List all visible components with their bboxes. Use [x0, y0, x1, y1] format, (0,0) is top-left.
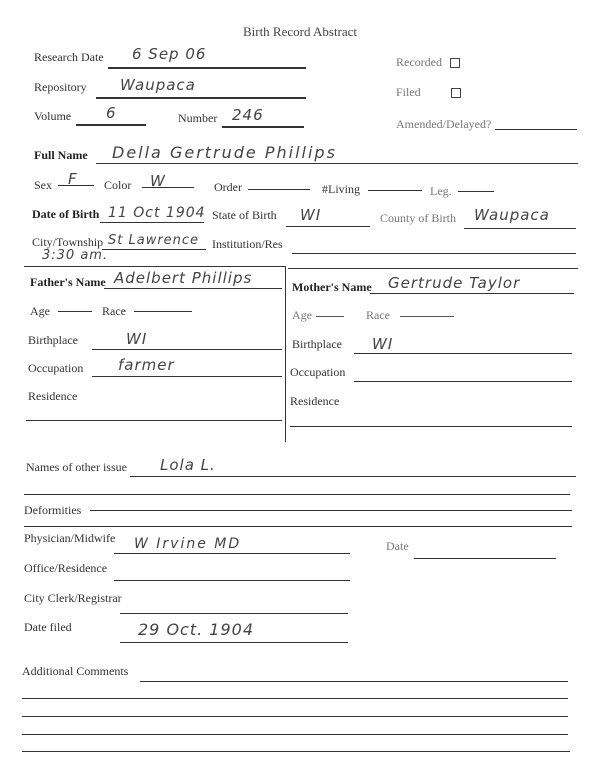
repository-value[interactable]: Waupaca [120, 76, 196, 94]
other-issue-line [130, 476, 576, 477]
father-name-line [104, 288, 282, 289]
color-label: Color [104, 178, 132, 192]
deformities-line-2 [24, 526, 572, 527]
color-value[interactable]: W [150, 172, 166, 190]
mother-name-label: Mother's Name [292, 280, 372, 294]
filed-checkbox[interactable] [451, 88, 461, 98]
father-race-label: Race [102, 304, 126, 318]
leg-label: Leg. [430, 184, 452, 198]
number-label: Number [178, 111, 218, 125]
mother-birthplace-line [354, 353, 572, 354]
repository-line [96, 97, 306, 99]
date-filed-line [120, 642, 348, 643]
date-line [414, 558, 556, 559]
sex-label: Sex [34, 178, 52, 192]
research-date-label: Research Date [34, 50, 104, 64]
date-of-birth-value[interactable]: 11 Oct 1904 [108, 205, 206, 221]
mother-occupation-label: Occupation [290, 365, 346, 379]
recorded-label: Recorded [396, 55, 460, 70]
state-of-birth-label: State of Birth [212, 208, 277, 222]
form-title: Birth Record Abstract [242, 24, 358, 39]
birth-time-value[interactable]: 3:30 am. [42, 248, 109, 263]
volume-line [76, 124, 146, 126]
mother-birthplace-label: Birthplace [292, 337, 342, 351]
color-line [142, 187, 194, 188]
order-label: Order [214, 180, 242, 194]
mother-name-value[interactable]: Gertrude Taylor [388, 274, 521, 292]
comments-line-3 [22, 716, 568, 717]
parents-top-line-right [288, 268, 578, 269]
mother-age-label: Age [292, 308, 312, 322]
state-of-birth-value[interactable]: WI [300, 206, 322, 224]
physician-value[interactable]: W Irvine MD [134, 536, 242, 552]
county-of-birth-value[interactable]: Waupaca [474, 206, 550, 224]
volume-label: Volume [34, 109, 72, 123]
mother-race-label: Race [366, 308, 390, 322]
date-filed-label: Date filed [24, 620, 72, 634]
full-name-label: Full Name [34, 148, 88, 162]
other-issue-value[interactable]: Lola L. [160, 456, 216, 474]
father-name-label: Father's Name [30, 275, 106, 289]
filed-label: Filed [396, 85, 461, 100]
order-line [248, 189, 310, 190]
father-birthplace-value[interactable]: WI [126, 330, 148, 348]
number-line [222, 126, 304, 128]
father-residence-line [26, 420, 282, 421]
clerk-line [120, 613, 348, 614]
other-issue-label: Names of other issue [26, 460, 127, 474]
father-occupation-line [92, 376, 282, 377]
other-issue-line-2 [24, 494, 570, 495]
amended-label: Amended/Delayed? [396, 117, 492, 131]
institution-label: Institution/Res [212, 237, 283, 251]
county-of-birth-label: County of Birth [380, 211, 457, 225]
mother-occupation-line [354, 381, 572, 382]
amended-line [495, 129, 577, 130]
research-date-value[interactable]: 6 Sep 06 [132, 45, 207, 63]
full-name-value[interactable]: Della Gertrude Phillips [112, 143, 337, 162]
living-line [368, 190, 422, 191]
city-township-line [102, 249, 206, 250]
father-occupation-value[interactable]: farmer [118, 356, 175, 374]
comments-line [140, 681, 568, 682]
father-age-line [58, 311, 92, 312]
date-filed-value[interactable]: 29 Oct. 1904 [138, 620, 254, 639]
date-label: Date [386, 539, 409, 553]
date-of-birth-label: Date of Birth [32, 207, 100, 221]
father-residence-label: Residence [28, 389, 78, 403]
state-of-birth-line [286, 226, 370, 227]
sex-value[interactable]: F [68, 170, 78, 188]
clerk-label: City Clerk/Registrar [24, 591, 122, 605]
sex-line [58, 185, 94, 186]
parents-top-line-left [24, 266, 286, 267]
mother-name-line [370, 293, 574, 294]
county-of-birth-line [464, 228, 576, 229]
research-date-line [108, 67, 306, 69]
leg-line [458, 191, 494, 192]
date-of-birth-line [100, 222, 204, 223]
father-occupation-label: Occupation [28, 361, 84, 375]
living-label: #Living [322, 182, 360, 196]
number-value[interactable]: 246 [232, 106, 264, 124]
mother-race-line [400, 316, 454, 317]
city-township-value[interactable]: St Lawrence [108, 233, 200, 248]
father-birthplace-line [92, 349, 282, 350]
comments-line-2 [22, 698, 568, 699]
recorded-checkbox[interactable] [450, 58, 460, 68]
deformities-label: Deformities [24, 503, 82, 517]
office-label: Office/Residence [24, 561, 108, 575]
mother-age-line [316, 316, 344, 317]
father-birthplace-label: Birthplace [28, 333, 78, 347]
comments-line-4 [22, 734, 568, 735]
parents-divider [285, 266, 286, 442]
comments-label: Additional Comments [22, 664, 129, 678]
comments-line-5 [22, 751, 570, 752]
father-race-line [134, 311, 192, 312]
repository-label: Repository [34, 80, 87, 94]
mother-residence-label: Residence [290, 394, 340, 408]
city-township-label: City/Township [32, 235, 104, 249]
deformities-line [90, 510, 572, 511]
physician-label: Physician/Midwife [24, 531, 116, 545]
volume-value[interactable]: 6 [106, 104, 117, 122]
physician-line [114, 553, 350, 554]
mother-birthplace-value[interactable]: WI [372, 335, 394, 353]
father-age-label: Age [30, 304, 50, 318]
mother-residence-line [290, 426, 572, 427]
office-line [114, 580, 350, 581]
father-name-value[interactable]: Adelbert Phillips [114, 269, 253, 287]
institution-line [292, 253, 576, 254]
full-name-line [96, 163, 578, 164]
